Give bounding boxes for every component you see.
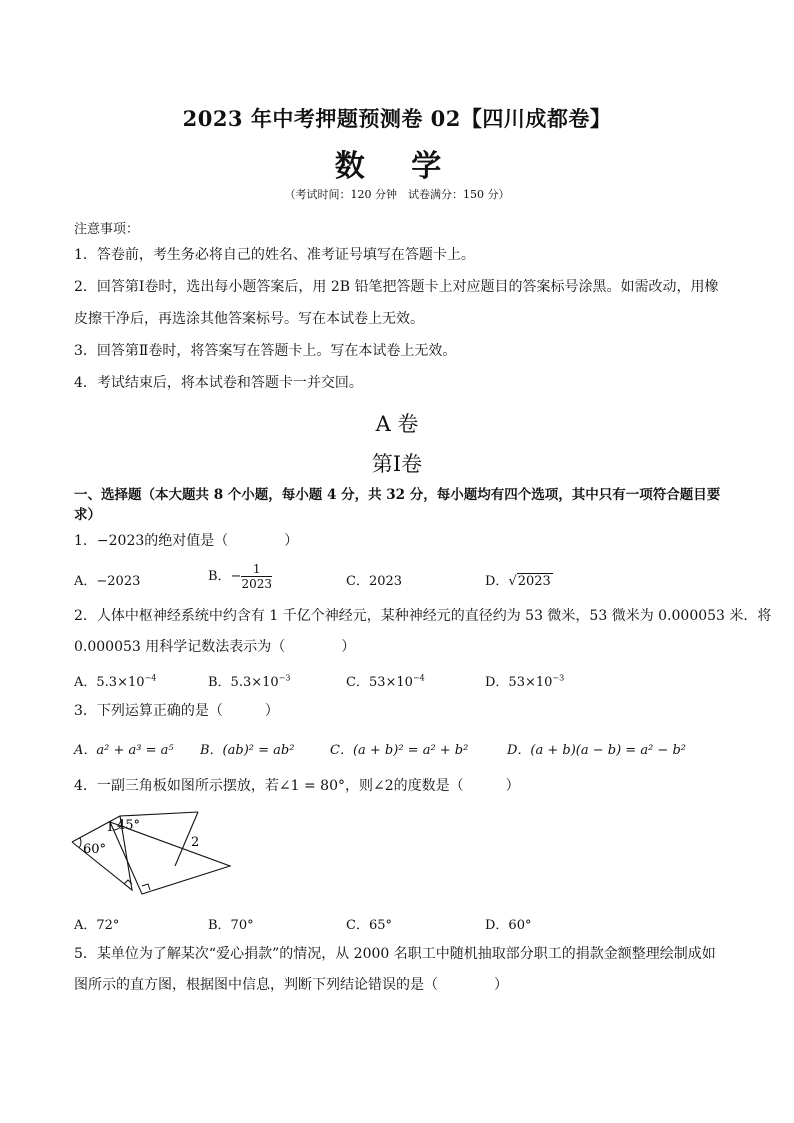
q1-radicand: 2023 — [517, 574, 551, 589]
q3-option-a: A．a² + a³ = a⁵ — [74, 743, 174, 758]
exam-info: （考试时间：120 分钟 试卷满分：150 分） — [284, 188, 510, 201]
fig-label-1: 1 — [106, 820, 115, 835]
notice-item-4: 4．考试结束后，将本试卷和答题卡一并交回。 — [74, 375, 363, 391]
q4-option-b: B．70° — [208, 918, 254, 933]
fig-label-45: 45° — [117, 818, 141, 833]
q4-option-a: A．72° — [74, 918, 120, 933]
q1-option-b — [208, 562, 272, 591]
q2-option-d-exponent: −3 — [552, 673, 565, 683]
q3-option-d: D．(a + b)(a − b) = a² − b² — [507, 743, 686, 758]
q1-option-b-fraction — [241, 562, 272, 591]
volume-heading: A 卷 — [375, 412, 419, 436]
fig-label-2: 2 — [191, 835, 200, 850]
fig-label-60: 60° — [83, 842, 107, 857]
q4-option-c: C．65° — [346, 918, 392, 933]
q2-option-a — [74, 671, 156, 690]
notice-item-3: 3．回答第Ⅱ卷时，将答案写在答题卡上。写在本试卷上无效。 — [74, 343, 457, 359]
section1-heading-b: 求） — [74, 507, 101, 523]
q1-option-d-prefix: D． — [485, 574, 509, 589]
q2-stem-a: 2．人体中枢神经系统中约含有 1 千亿个神经元，某种神经元的直径约为 53 微米，53 微米为 0.000053 米．将 — [74, 608, 772, 624]
sqrt-symbol: √ — [508, 574, 517, 589]
section1-heading-a: 一、选择题（本大题共 8 个小题，每小题 4 分，共 32 分，每小题均有四个选项，其中只有一项符合题目要 — [74, 487, 721, 503]
exam-title: 2023 年中考押题预测卷 02【四川成都卷】 — [182, 106, 612, 131]
q4-option-d: D．60° — [485, 918, 532, 933]
q2-option-a-base: A．5.3×10 — [74, 675, 145, 690]
crossing-line — [120, 812, 198, 816]
q4-stem: 4．一副三角板如图所示摆放，若∠1 = 80°，则∠2的度数是（ ） — [74, 778, 520, 794]
notice-item-1: 1．答卷前，考生务必将自己的姓名、准考证号填写在答题卡上。 — [74, 247, 475, 263]
q1-stem: 1．−2023的绝对值是（ ） — [74, 533, 299, 549]
q2-option-a-exponent: −4 — [144, 673, 157, 683]
q2-option-d-base: D．53×10 — [485, 675, 553, 690]
part-heading: 第Ⅰ卷 — [371, 452, 423, 476]
q2-option-c — [346, 671, 425, 690]
q2-option-c-exponent: −4 — [412, 673, 425, 683]
q1-option-d — [485, 570, 553, 589]
q1-fraction-denominator: 2023 — [241, 577, 272, 591]
angle-arc-60 — [79, 838, 81, 848]
notice-title: 注意事项： — [74, 222, 140, 237]
q2-option-d — [485, 671, 564, 690]
q1-option-c: C．2023 — [346, 574, 403, 589]
q1-option-b-prefix: B．− — [208, 569, 242, 584]
q2-stem-b: 0.000053 用科学记数法表示为（ ） — [74, 639, 356, 655]
subject-title: 数 学 — [334, 149, 460, 184]
q3-stem: 3．下列运算正确的是（ ） — [74, 703, 279, 719]
q4-triangle-figure — [70, 808, 240, 900]
q5-stem-a: 5．某单位为了解某次“爱心捐款”的情况，从 2000 名职工中随机抽取部分职工的捐款金额整理绘制成如 — [74, 946, 716, 962]
q3-option-c: C．(a + b)² = a² + b² — [330, 743, 469, 758]
q2-option-b — [208, 671, 290, 690]
right-angle-mark-2 — [142, 884, 150, 890]
notice-item-2a: 2．回答第Ⅰ卷时，选出每小题答案后，用 2B 铅笔把答题卡上对应题目的答案标号涂黑。如需改动，用橡 — [74, 279, 719, 295]
q1-option-a: A．−2023 — [74, 574, 141, 589]
q3-option-b: B．(ab)² = ab² — [200, 743, 295, 758]
q2-option-b-base: B．5.3×10 — [208, 675, 279, 690]
notice-item-2b: 皮擦干净后，再选涂其他答案标号。写在本试卷上无效。 — [74, 311, 424, 327]
q2-option-b-exponent: −3 — [278, 673, 291, 683]
q2-option-c-base: C．53×10 — [346, 675, 413, 690]
q1-fraction-numerator: 1 — [241, 562, 272, 577]
q5-stem-b: 图所示的直方图，根据图中信息，判断下列结论错误的是（ ） — [74, 977, 508, 993]
